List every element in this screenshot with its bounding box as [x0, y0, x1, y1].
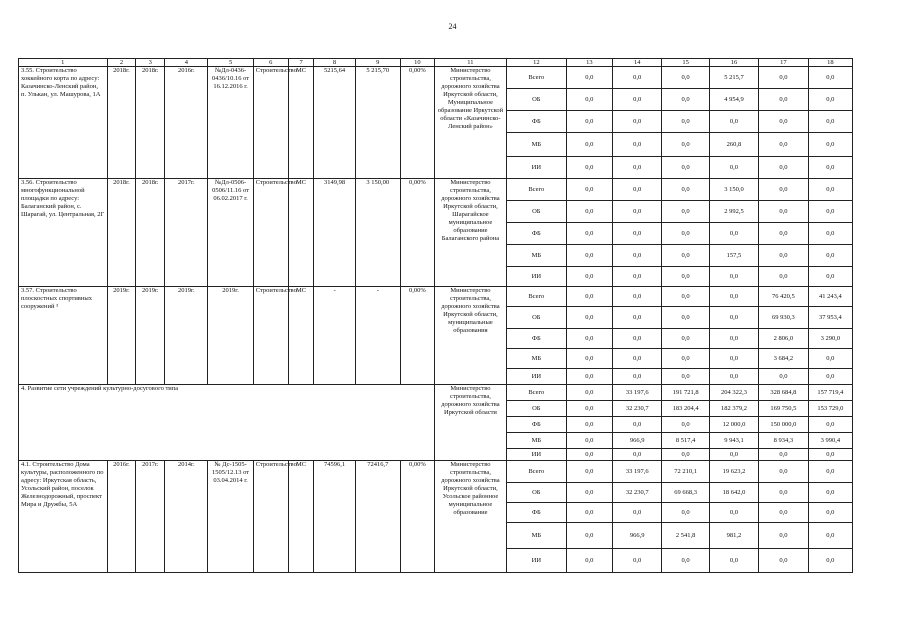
cell-c2: 2016г. — [107, 461, 136, 573]
value-cell: 3 684,2 — [759, 349, 808, 369]
source-label: ОБ — [506, 201, 566, 223]
value-cell: 0,0 — [662, 307, 709, 329]
value-cell: 260,8 — [709, 133, 758, 157]
value-cell: 0,0 — [808, 449, 852, 461]
value-cell: 0,0 — [662, 449, 709, 461]
cell-c9: - — [355, 287, 400, 385]
value-cell: 0,0 — [709, 349, 758, 369]
header-cell: 15 — [662, 59, 709, 67]
source-label: МБ — [506, 349, 566, 369]
source-label: Всего — [506, 461, 566, 483]
value-cell: 76 420,5 — [759, 287, 808, 307]
value-cell: 0,0 — [759, 449, 808, 461]
cell-c6: Строительство — [253, 461, 288, 573]
value-cell: 183 204,4 — [662, 401, 709, 417]
value-cell: 18 642,0 — [709, 483, 758, 503]
value-cell: 0,0 — [662, 329, 709, 349]
header-cell: 17 — [759, 59, 808, 67]
cell-c8: 3149,98 — [314, 179, 355, 287]
value-cell: 0,0 — [808, 201, 852, 223]
cell-c8: - — [314, 287, 355, 385]
table-row — [19, 67, 853, 89]
value-cell: 0,0 — [566, 349, 612, 369]
source-label: Всего — [506, 67, 566, 89]
value-cell: 0,0 — [759, 89, 808, 111]
value-cell: 0,0 — [566, 245, 612, 267]
source-label: Всего — [506, 385, 566, 401]
value-cell: 0,0 — [662, 223, 709, 245]
responsible-org: Министерство строительства, дорожного хозяйства Иркутской области — [434, 385, 506, 461]
value-cell: 0,0 — [759, 503, 808, 523]
value-cell: 0,0 — [808, 483, 852, 503]
value-cell: 0,0 — [709, 287, 758, 307]
cell-c6: Строительство — [253, 287, 288, 385]
value-cell: 33 197,6 — [613, 385, 662, 401]
cell-c9: 72416,7 — [355, 461, 400, 573]
value-cell: 0,0 — [808, 503, 852, 523]
value-cell: 182 379,2 — [709, 401, 758, 417]
value-cell: 0,0 — [566, 503, 612, 523]
source-label: Всего — [506, 179, 566, 201]
source-label: ИИ — [506, 449, 566, 461]
page-number: 24 — [448, 22, 457, 31]
responsible-org: Министерство строительства, дорожного хозяйства Иркутской области, Усольское районное муниципальное образование — [434, 461, 506, 573]
value-cell: 0,0 — [613, 157, 662, 179]
value-cell: 191 721,8 — [662, 385, 709, 401]
value-cell: 0,0 — [808, 461, 852, 483]
value-cell: 0,0 — [662, 369, 709, 385]
value-cell: 0,0 — [808, 111, 852, 133]
value-cell: 0,0 — [613, 349, 662, 369]
source-label: МБ — [506, 523, 566, 549]
value-cell: 0,0 — [808, 349, 852, 369]
cell-c4: 2016г. — [165, 67, 208, 179]
value-cell: 0,0 — [613, 329, 662, 349]
header-cell: 8 — [314, 59, 355, 67]
value-cell: 0,0 — [759, 223, 808, 245]
cell-c9: 3 150,00 — [355, 179, 400, 287]
value-cell: 0,0 — [662, 349, 709, 369]
cell-c2: 2018г. — [107, 179, 136, 287]
value-cell: 0,0 — [613, 223, 662, 245]
value-cell: 0,0 — [759, 245, 808, 267]
header-cell: 9 — [355, 59, 400, 67]
cell-c8: 5215,64 — [314, 67, 355, 179]
source-label: ФБ — [506, 111, 566, 133]
value-cell: 0,0 — [566, 157, 612, 179]
header-cell: 6 — [253, 59, 288, 67]
section-title: 4. Развитие сети учреждений культурно-досугового типа — [19, 385, 435, 461]
value-cell: 4 954,9 — [709, 89, 758, 111]
cell-c10: 0,00% — [400, 179, 434, 287]
table-row — [19, 287, 853, 307]
value-cell: 72 210,1 — [662, 461, 709, 483]
source-label: ОБ — [506, 307, 566, 329]
cell-c8: 74596,1 — [314, 461, 355, 573]
value-cell: 981,2 — [709, 523, 758, 549]
value-cell: 966,9 — [613, 433, 662, 449]
value-cell: 0,0 — [566, 179, 612, 201]
value-cell: 0,0 — [709, 111, 758, 133]
value-cell: 0,0 — [709, 329, 758, 349]
value-cell: 0,0 — [613, 449, 662, 461]
value-cell: 328 684,8 — [759, 385, 808, 401]
value-cell: 0,0 — [709, 549, 758, 573]
cell-c6: Строительство — [253, 67, 288, 179]
cell-c6: Строительство — [253, 179, 288, 287]
responsible-org: Министерство строительства, дорожного хозяйства Иркутской области, муниципальные образования — [434, 287, 506, 385]
value-cell: 0,0 — [808, 133, 852, 157]
table-row — [19, 179, 853, 201]
budget-table — [18, 58, 853, 573]
header-cell: 10 — [400, 59, 434, 67]
value-cell: 12 000,0 — [709, 417, 758, 433]
value-cell: 0,0 — [613, 67, 662, 89]
value-cell: 0,0 — [613, 201, 662, 223]
value-cell: 41 243,4 — [808, 287, 852, 307]
value-cell: 0,0 — [759, 67, 808, 89]
value-cell: 0,0 — [566, 287, 612, 307]
object-name: 3.55. Строительство хоккейного корта по адресу: Казачинско-Ленский район, п. Улькан, ул. Машурова, 1А — [19, 67, 108, 179]
cell-c10: 0,00% — [400, 67, 434, 179]
value-cell: 0,0 — [613, 503, 662, 523]
value-cell: 32 230,7 — [613, 401, 662, 417]
value-cell: 0,0 — [566, 223, 612, 245]
value-cell: 0,0 — [566, 433, 612, 449]
value-cell: 0,0 — [709, 157, 758, 179]
value-cell: 0,0 — [662, 287, 709, 307]
object-name: 3.57. Строительство плоскостных спортивных сооружений ³ — [19, 287, 108, 385]
value-cell: 37 953,4 — [808, 307, 852, 329]
value-cell: 0,0 — [566, 133, 612, 157]
source-label: ОБ — [506, 483, 566, 503]
value-cell: 19 623,2 — [709, 461, 758, 483]
value-cell: 3 150,0 — [709, 179, 758, 201]
value-cell: 0,0 — [709, 223, 758, 245]
value-cell: 0,0 — [808, 157, 852, 179]
source-label: МБ — [506, 245, 566, 267]
value-cell: 0,0 — [613, 267, 662, 287]
value-cell: 0,0 — [566, 417, 612, 433]
value-cell: 0,0 — [662, 549, 709, 573]
header-cell: 5 — [208, 59, 253, 67]
value-cell: 0,0 — [759, 461, 808, 483]
value-cell: 0,0 — [566, 461, 612, 483]
object-name: 4.1. Строительство Дома культуры, расположенного по адресу: Иркутская область, Усольский район, поселок Железнодорожный, проспект Мира и Дружбы, 5А — [19, 461, 108, 573]
value-cell: 0,0 — [566, 307, 612, 329]
cell-c4: 2017г. — [165, 179, 208, 287]
cell-c5: №Дл-0506-0506/11.16 от 06.02.2017 г. — [208, 179, 253, 287]
cell-c3: 2018г. — [136, 67, 165, 179]
value-cell: 0,0 — [709, 449, 758, 461]
value-cell: 0,0 — [613, 179, 662, 201]
value-cell: 0,0 — [709, 503, 758, 523]
value-cell: 0,0 — [613, 307, 662, 329]
cell-c3: 2018г. — [136, 179, 165, 287]
value-cell: 5 215,7 — [709, 67, 758, 89]
value-cell: 0,0 — [613, 245, 662, 267]
value-cell: 0,0 — [759, 201, 808, 223]
value-cell: 0,0 — [566, 369, 612, 385]
value-cell: 169 750,5 — [759, 401, 808, 417]
value-cell: 0,0 — [613, 287, 662, 307]
value-cell: 32 230,7 — [613, 483, 662, 503]
value-cell: 0,0 — [808, 179, 852, 201]
value-cell: 0,0 — [759, 157, 808, 179]
value-cell: 0,0 — [566, 201, 612, 223]
value-cell: 0,0 — [662, 133, 709, 157]
source-label: ФБ — [506, 223, 566, 245]
value-cell: 0,0 — [808, 417, 852, 433]
value-cell: 0,0 — [662, 157, 709, 179]
header-cell: 2 — [107, 59, 136, 67]
value-cell: 3 990,4 — [808, 433, 852, 449]
value-cell: 0,0 — [808, 223, 852, 245]
value-cell: 0,0 — [566, 329, 612, 349]
value-cell: 0,0 — [808, 89, 852, 111]
cell-c7: МС — [288, 67, 314, 179]
value-cell: 0,0 — [759, 549, 808, 573]
source-label: ИИ — [506, 549, 566, 573]
value-cell: 0,0 — [613, 369, 662, 385]
value-cell: 0,0 — [759, 179, 808, 201]
value-cell: 0,0 — [566, 111, 612, 133]
value-cell: 0,0 — [808, 267, 852, 287]
value-cell: 0,0 — [759, 111, 808, 133]
value-cell: 0,0 — [613, 89, 662, 111]
source-label: МБ — [506, 433, 566, 449]
value-cell: 0,0 — [709, 307, 758, 329]
source-label: ОБ — [506, 89, 566, 111]
value-cell: 0,0 — [808, 549, 852, 573]
value-cell: 0,0 — [808, 369, 852, 385]
value-cell: 0,0 — [759, 267, 808, 287]
value-cell: 0,0 — [566, 267, 612, 287]
value-cell: 157 719,4 — [808, 385, 852, 401]
value-cell: 33 197,6 — [613, 461, 662, 483]
source-label: ФБ — [506, 503, 566, 523]
value-cell: 3 290,0 — [808, 329, 852, 349]
cell-c10: 0,00% — [400, 461, 434, 573]
value-cell: 0,0 — [662, 67, 709, 89]
header-cell: 11 — [434, 59, 506, 67]
header-cell: 13 — [566, 59, 612, 67]
header-cell: 16 — [709, 59, 758, 67]
value-cell: 0,0 — [808, 67, 852, 89]
source-label: ФБ — [506, 329, 566, 349]
header-cell: 3 — [136, 59, 165, 67]
cell-c2: 2019г. — [107, 287, 136, 385]
table-row — [19, 385, 853, 401]
header-cell: 4 — [165, 59, 208, 67]
value-cell: 0,0 — [566, 401, 612, 417]
value-cell: 0,0 — [662, 179, 709, 201]
header-cell: 14 — [613, 59, 662, 67]
value-cell: 966,9 — [613, 523, 662, 549]
cell-c5: 2019г. — [208, 287, 253, 385]
value-cell: 0,0 — [709, 369, 758, 385]
value-cell: 0,0 — [566, 385, 612, 401]
value-cell: 2 806,0 — [759, 329, 808, 349]
source-label: ОБ — [506, 401, 566, 417]
value-cell: 0,0 — [662, 245, 709, 267]
header-cell: 18 — [808, 59, 852, 67]
value-cell: 69 930,3 — [759, 307, 808, 329]
value-cell: 150 000,0 — [759, 417, 808, 433]
value-cell: 0,0 — [759, 133, 808, 157]
source-label: ИИ — [506, 157, 566, 179]
value-cell: 0,0 — [566, 483, 612, 503]
value-cell: 0,0 — [613, 111, 662, 133]
cell-c9: 5 215,70 — [355, 67, 400, 179]
header-row — [19, 59, 853, 67]
value-cell: 0,0 — [662, 267, 709, 287]
value-cell: 2 992,5 — [709, 201, 758, 223]
value-cell: 0,0 — [662, 503, 709, 523]
value-cell: 0,0 — [613, 417, 662, 433]
value-cell: 157,5 — [709, 245, 758, 267]
value-cell: 2 541,8 — [662, 523, 709, 549]
value-cell: 0,0 — [759, 523, 808, 549]
value-cell: 0,0 — [566, 89, 612, 111]
cell-c3: 2019г. — [136, 287, 165, 385]
source-label: ФБ — [506, 417, 566, 433]
value-cell: 204 322,3 — [709, 385, 758, 401]
source-label: Всего — [506, 287, 566, 307]
value-cell: 0,0 — [566, 449, 612, 461]
cell-c7: МС — [288, 179, 314, 287]
cell-c5: №Дл-0436-0436/10.16 от 16.12.2016 г. — [208, 67, 253, 179]
value-cell: 0,0 — [759, 369, 808, 385]
cell-c10: 0,00% — [400, 287, 434, 385]
value-cell: 0,0 — [662, 111, 709, 133]
value-cell: 153 729,0 — [808, 401, 852, 417]
value-cell: 0,0 — [662, 417, 709, 433]
cell-c3: 2017г. — [136, 461, 165, 573]
value-cell: 0,0 — [566, 67, 612, 89]
value-cell: 8 517,4 — [662, 433, 709, 449]
header-cell: 12 — [506, 59, 566, 67]
responsible-org: Министерство строительства, дорожного хозяйства Иркутской области, Муниципальное образование Иркутской области «Казачинско-Ленский район» — [434, 67, 506, 179]
responsible-org: Министерство строительства, дорожного хозяйства Иркутской области, Шарагайское муниципальное образование Балаганского района — [434, 179, 506, 287]
value-cell: 0,0 — [566, 549, 612, 573]
value-cell: 0,0 — [613, 133, 662, 157]
value-cell: 0,0 — [709, 267, 758, 287]
cell-c4: 2019г. — [165, 287, 208, 385]
value-cell: 0,0 — [662, 201, 709, 223]
source-label: ИИ — [506, 369, 566, 385]
value-cell: 0,0 — [613, 549, 662, 573]
source-label: МБ — [506, 133, 566, 157]
value-cell: 0,0 — [662, 89, 709, 111]
source-label: ИИ — [506, 267, 566, 287]
cell-c7: МС — [288, 287, 314, 385]
cell-c4: 2014г. — [165, 461, 208, 573]
value-cell: 9 943,1 — [709, 433, 758, 449]
value-cell: 0,0 — [566, 523, 612, 549]
cell-c7: МС — [288, 461, 314, 573]
value-cell: 8 934,3 — [759, 433, 808, 449]
cell-c5: № Дс-1505-1505/12.13 от 03.04.2014 г. — [208, 461, 253, 573]
value-cell: 0,0 — [808, 523, 852, 549]
header-cell: 7 — [288, 59, 314, 67]
value-cell: 0,0 — [759, 483, 808, 503]
value-cell: 69 668,3 — [662, 483, 709, 503]
object-name: 3.56. Строительство многофункциональной площадки по адресу: Балаганский район, с. Шарагай, ул. Центральная, 2Г — [19, 179, 108, 287]
value-cell: 0,0 — [808, 245, 852, 267]
header-cell: 1 — [19, 59, 108, 67]
cell-c2: 2018г. — [107, 67, 136, 179]
table-row — [19, 461, 853, 483]
